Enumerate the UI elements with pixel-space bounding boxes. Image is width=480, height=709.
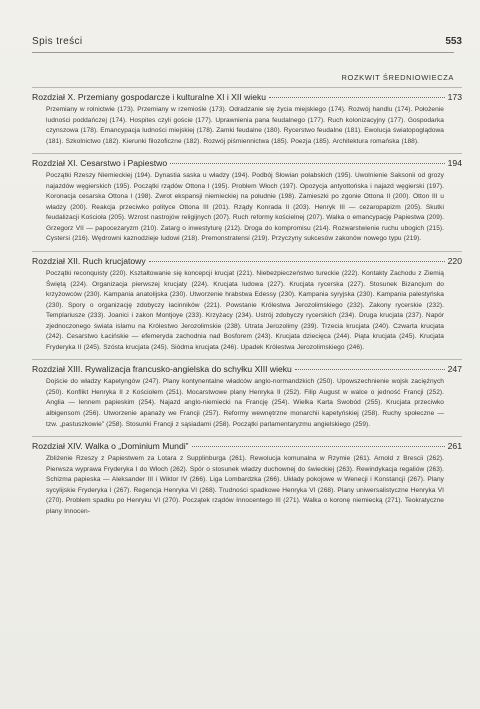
chapter-summary: Przemiany w rolnictwie (173). Przemiany w rzemiośle (173). Odradzanie się życia miejskiego (174). Rozwój handlu (174). Położenie ludności poddańczej (174). Hospites czyli goście (177). Uprawnienia pana feudalnego (177). Ruch kolonizacyjny (177). Gospodarka czynszowa (178). Emancypacja ludności miejskiej (178). Zamki feudalne (180). Rycerstwo feudalne (181). Ewolucja światopoglądowa (181). Szkolnictwo (182). Kierunki filozoficzne (182). Rozwój piśmiennictwa (185). Poezja (185). Architektura romańska (188). bbox=[46, 106, 444, 145]
chapter-page: 220 bbox=[447, 256, 462, 267]
running-title: Spis treści bbox=[32, 36, 83, 47]
dot-leader bbox=[269, 97, 445, 98]
chapter-summary: Początki reconquisty (220). Kształtowanie się koncepcji krucjat (221). Niebezpieczeństwo tureckie (222). Kontakty Zachodu z Ziemią Świętą (224). Organizacja pierwszej krucjaty (224). Krucjata ludowa (227). Krucjata rycerska (227). Stosunek Bizancjum do krzyżowców (230). Kampania anatolijska (230). Utworzenie hrabstwa Edessy (230). Kampania syryjska (230). Kampania palestyńska (230). Spory o organizację zdobyczy łacinników (221). Powstanie Królestwa Jerozolimskiego (232). Zakony rycerskie (232). Templariusze (233). Joanici i zakon Montjoye (233). Krzyżacy (234). Ustrój zdobyczy rycerskich (234). Druga krucjata (237). Napór zjednoczonego świata islamu na Królestwo Jerozolimskie (238). Utrata Jerozolimy (239). Trzecia krucjata (240). Czwarta krucjata (242). Cesarstwo Łacińskie — efemeryda zachodnia nad Bosforem (243). Krucjata dziecięca (244). Piąta krucjata (245). Krucjata Fryderyka II (245). Szósta krucjata (245). Siódma krucjata (246). Upadek Królestwa Jerozolimskiego (246). bbox=[46, 270, 444, 351]
chapter-title: Rozdział XII. Ruch krucjatowy bbox=[32, 256, 146, 267]
dot-leader bbox=[295, 369, 445, 370]
chapter-title: Rozdział XIII. Rywalizacja francusko-angielska do schyłku XIII wieku bbox=[32, 364, 292, 375]
chapter-page: 194 bbox=[447, 158, 462, 169]
toc-entry[interactable] bbox=[32, 153, 462, 168]
toc-entry[interactable] bbox=[32, 87, 462, 102]
dot-leader bbox=[192, 446, 445, 447]
dot-leader bbox=[149, 261, 445, 262]
toc-entry[interactable] bbox=[32, 436, 462, 451]
page-number: 553 bbox=[445, 36, 462, 47]
page-header bbox=[32, 34, 462, 53]
chapter-title: Rozdział XI. Cesarstwo i Papiestwo bbox=[32, 158, 168, 169]
chapter-page: 173 bbox=[447, 92, 462, 102]
chapter-10 bbox=[32, 87, 462, 147]
chapter-12 bbox=[32, 251, 462, 353]
chapter-title: Rozdział X. Przemiany gospodarcze i kulturalne XI i XII wieku bbox=[32, 92, 267, 102]
chapter-title: Rozdział XIV. Walka o „Dominium Mundi” bbox=[32, 441, 189, 452]
chapter-page: 247 bbox=[447, 364, 462, 375]
chapter-11 bbox=[32, 153, 462, 245]
chapter-page: 261 bbox=[447, 441, 462, 452]
chapter-summary: Początki Rzeszy Niemieckiej (194). Dynastia saska u władzy (194). Podbój Słowian połabskich (195). Uwolnienie Saksonii od grozy najazdów węgierskich (195). Początki rządów Ottona I (195). Problem Włoch (197). Opozycja antyottońska i najazd węgierski (197). Koronacja cesarska Ottona I (198). Zwrot ekspansji niemieckiej na południe (198). Zamieszki po zgonie Ottona II (200). Otton III u władzy (200). Reakcja przeciwko polityce Ottona III (201). Rządy Konrada II (203). Henryk III — cezaropapizm (205). Skutki feudalizacji Kościoła (205). Wzrost nastrojów religijnych (207). Ruch reformy kościelnej (207). Walka o emancypację Papiestwa (209). Grzegorz VII — papocezaryzm (210). Zatarg o inwestyturę (212). Droga do kompromisu (214). Rozwarstwienie ruchu ubogich (215). Cystersi (216). Wędrowni kaznodzieje ludowi (218). Premonstratensi (219). Przyczyny sukcesów zakonów nowego typu (219). bbox=[46, 172, 445, 243]
toc-entry[interactable] bbox=[32, 359, 462, 374]
chapter-14 bbox=[32, 436, 462, 517]
toc-entry[interactable] bbox=[32, 251, 462, 266]
dot-leader bbox=[170, 163, 444, 164]
chapter-summary: Dojście do władzy Kapetyngów (247). Plany kontynentalne władców anglo-normandzkich (250). Upowszechnienie wojsk zaciężnych (250). Konflikt Henryka II z Kościołem (251). Mocarstwowe plany Henryka II (252). Filip August w walce o jedność Francji (252). Anglia — lennem papieskim (254). Najazd anglo-niemiecki na Francję (254). Wielka Karta Swobód (255). Krucjata przeciwko albigensom (256). Utworzenie apanaży we Francji (257). Reformy wewnętrzne monarchii kapetyńskiej (258). Ruchy społeczne — tzw. „pastuszkowie” (258). Stosunki Francji z sąsiadami (258). Początki parlamentaryzmu angielskiego (259). bbox=[46, 378, 444, 428]
chapter-summary: Zbliżenie Rzeszy z Papiestwem za Lotara z Supplinburga (261). Rewolucja komunalna w Rzymie (261). Arnold z Brescii (262). Pierwsza wyprawa Fryderyka I do Włoch (262). Spór o stosunek władzy duchownej do świeckiej (263). Rewindykacja regaliów (263). Schizma papieska — Aleksander III i Wiktor IV (266). Liga Lombardzka (266). Układy pokojowe w Wenecji i Konstancji (267). Plany sycylijskie Fryderyka I (267). Regencja Henryka VI (268). Trudności spadkowe Henryka VI (268). Plany uniwersalistyczne Henryka VI (270). Problem spadku po Henryku VI (270). Początek rządów Innocentego III (271). Walka o koronę niemiecką (271). Teokratyczne plany Innocen- bbox=[46, 455, 444, 515]
section-label: ROZKWIT ŚREDNIOWIECZA bbox=[341, 73, 454, 82]
chapter-13 bbox=[32, 359, 462, 430]
